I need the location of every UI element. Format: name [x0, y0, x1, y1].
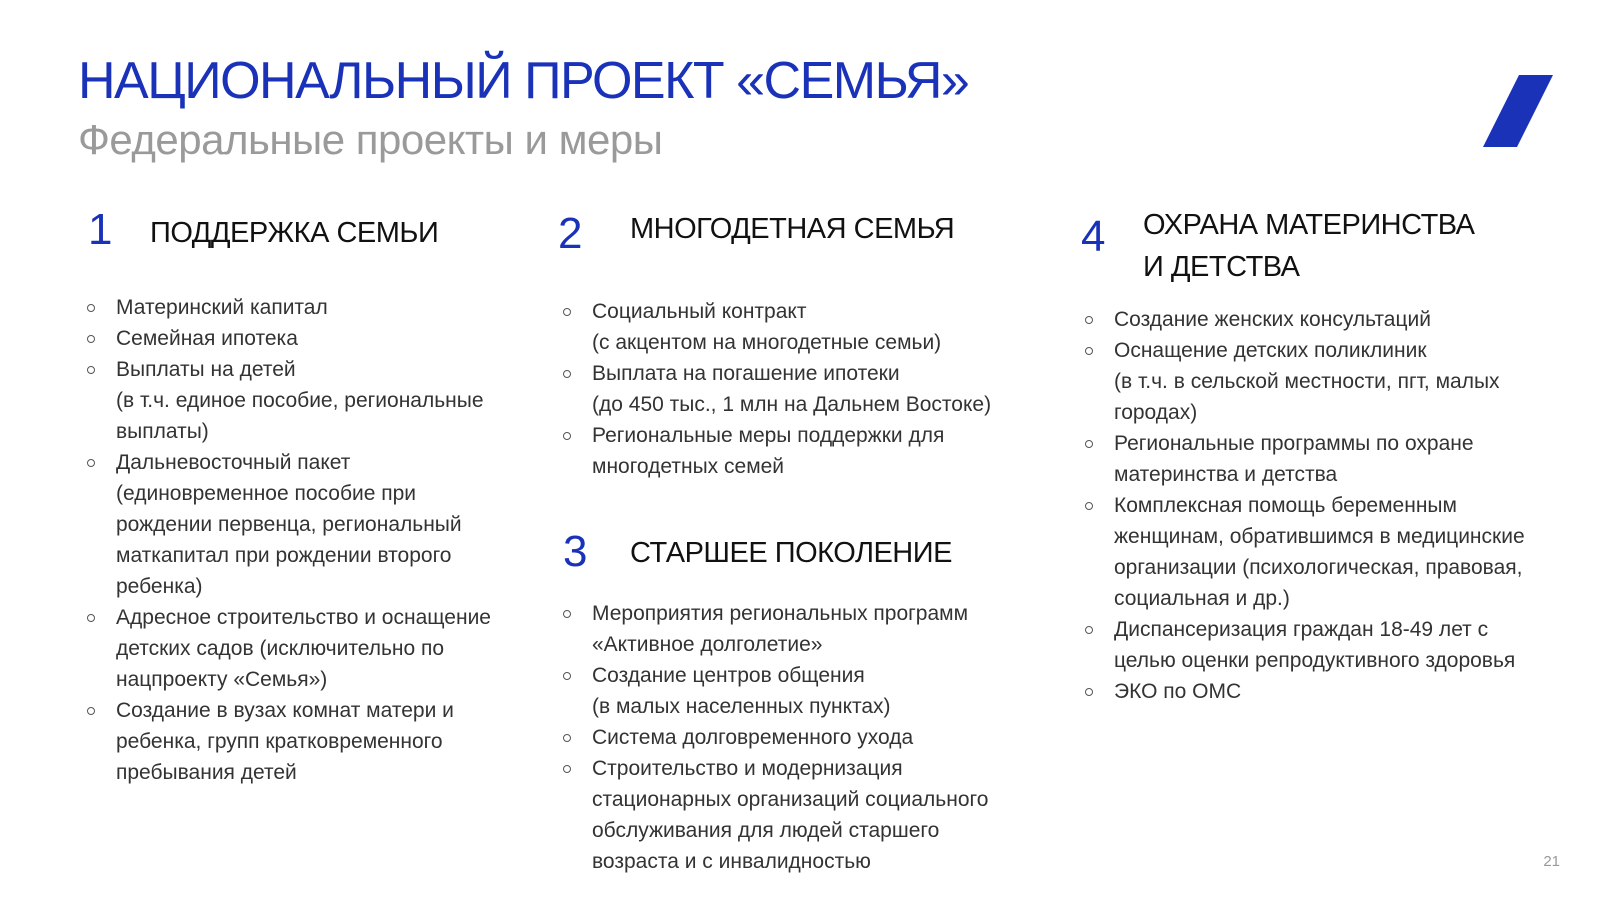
- list-item-text: Выплата на погашение ипотеки: [592, 362, 900, 385]
- list-item-text: Создание женских консультаций: [1114, 308, 1431, 331]
- list-item: [1084, 490, 1564, 614]
- list-item-text: Региональные программы по охране: [1114, 432, 1474, 455]
- list-item-text: возраста и с инвалидностью: [592, 850, 871, 873]
- circle-bullet-icon: [87, 459, 95, 467]
- list-item-text: ребенка): [116, 575, 203, 598]
- section-title-line: ПОДДЕРЖКА СЕМЬИ: [150, 217, 439, 249]
- list-item-text: (в т.ч. единое пособие, региональные: [116, 389, 484, 412]
- list-item-text: Диспансеризация граждан 18-49 лет с: [1114, 618, 1489, 641]
- list-item: [562, 753, 1042, 877]
- list-item: [1084, 676, 1564, 707]
- list-item: [562, 420, 1042, 482]
- circle-bullet-icon: [563, 432, 571, 440]
- list-item-text: ЭКО по ОМС: [1114, 680, 1242, 703]
- section-title: [630, 208, 954, 250]
- section-title: [150, 212, 438, 254]
- section-bullet-list: [562, 598, 1042, 877]
- list-item-text: Материнский капитал: [116, 296, 328, 319]
- circle-bullet-icon: [87, 366, 95, 374]
- list-item-text: целью оценки репродуктивного здоровья: [1114, 649, 1516, 672]
- list-item-text: многодетных семей: [592, 455, 785, 478]
- section-title: [1143, 204, 1475, 288]
- list-item-text: нацпроекту «Семья»): [116, 668, 328, 691]
- list-item: [562, 722, 1042, 753]
- list-item: [86, 602, 536, 695]
- list-item: [86, 695, 536, 788]
- list-item-text: (до 450 тыс., 1 млн на Дальнем Востоке): [592, 393, 992, 416]
- section-title-line: СТАРШЕЕ ПОКОЛЕНИЕ: [630, 537, 952, 569]
- list-item-text: Региональные меры поддержки для: [592, 424, 945, 447]
- list-item-text: Комплексная помощь беременным: [1114, 494, 1457, 517]
- list-item-text: социальная и др.): [1114, 587, 1290, 610]
- list-item-text: Семейная ипотека: [116, 327, 298, 350]
- list-item: [562, 660, 1042, 722]
- list-item: [1084, 335, 1564, 428]
- list-item-text: Создание центров общения: [592, 664, 865, 687]
- list-item-text: маткапитал при рождении второго: [116, 544, 452, 567]
- circle-bullet-icon: [563, 610, 571, 618]
- list-item-text: Система долговременного ухода: [592, 726, 914, 749]
- blue-slash-logo-icon: [1483, 75, 1553, 147]
- list-item: [86, 323, 536, 354]
- list-item: [1084, 304, 1564, 335]
- section-bullet-list: [86, 292, 536, 788]
- list-item: [86, 447, 536, 602]
- circle-bullet-icon: [563, 765, 571, 773]
- list-item-text: организации (психологическая, правовая,: [1114, 556, 1523, 579]
- list-item-text: пребывания детей: [116, 761, 297, 784]
- circle-bullet-icon: [1085, 440, 1093, 448]
- page-title: НАЦИОНАЛЬНЫЙ ПРОЕКТ «СЕМЬЯ»: [78, 52, 969, 110]
- list-item-text: выплаты): [116, 420, 209, 443]
- section-title: [630, 532, 952, 574]
- list-item: [86, 292, 536, 323]
- circle-bullet-icon: [1085, 626, 1093, 634]
- circle-bullet-icon: [563, 370, 571, 378]
- list-item-text: Адресное строительство и оснащение: [116, 606, 491, 629]
- list-item: [562, 296, 1042, 358]
- page-number: 21: [1543, 853, 1560, 870]
- section-bullet-list: [562, 296, 1042, 482]
- list-item-text: обслуживания для людей старшего: [592, 819, 940, 842]
- list-item-text: детских садов (исключительно по: [116, 637, 445, 660]
- section-number: 3: [563, 527, 588, 576]
- circle-bullet-icon: [1085, 347, 1093, 355]
- section-title-line: И ДЕТСТВА: [1143, 251, 1300, 283]
- section-title-line: ОХРАНА МАТЕРИНСТВА: [1143, 209, 1475, 241]
- list-item: [562, 598, 1042, 660]
- list-item-text: «Активное долголетие»: [592, 633, 823, 656]
- circle-bullet-icon: [563, 734, 571, 742]
- circle-bullet-icon: [1085, 688, 1093, 696]
- list-item-text: (в малых населенных пунктах): [592, 695, 891, 718]
- list-item-text: Оснащение детских поликлиник: [1114, 339, 1427, 362]
- list-item: [562, 358, 1042, 420]
- list-item-text: городах): [1114, 401, 1198, 424]
- section-number: 1: [88, 205, 113, 254]
- list-item-text: Социальный контракт: [592, 300, 807, 323]
- list-item-text: (единовременное пособие при: [116, 482, 417, 505]
- section-number: 2: [558, 209, 583, 258]
- list-item-text: (с акцентом на многодетные семьи): [592, 331, 942, 354]
- circle-bullet-icon: [1085, 316, 1093, 324]
- list-item: [86, 354, 536, 447]
- section-bullet-list: [1084, 304, 1564, 707]
- list-item-text: Создание в вузах комнат матери и: [116, 699, 454, 722]
- circle-bullet-icon: [87, 707, 95, 715]
- circle-bullet-icon: [563, 672, 571, 680]
- circle-bullet-icon: [87, 335, 95, 343]
- list-item-text: материнства и детства: [1114, 463, 1338, 486]
- list-item: [1084, 428, 1564, 490]
- list-item-text: (в т.ч. в сельской местности, пгт, малых: [1114, 370, 1500, 393]
- circle-bullet-icon: [87, 304, 95, 312]
- circle-bullet-icon: [87, 614, 95, 622]
- section-number: 4: [1081, 212, 1106, 261]
- list-item-text: стационарных организаций социального: [592, 788, 989, 811]
- list-item-text: Выплаты на детей: [116, 358, 296, 381]
- circle-bullet-icon: [1085, 502, 1093, 510]
- circle-bullet-icon: [563, 308, 571, 316]
- list-item-text: Мероприятия региональных программ: [592, 602, 969, 625]
- list-item-text: женщинам, обратившимся в медицинские: [1114, 525, 1525, 548]
- list-item-text: рождении первенца, региональный: [116, 513, 462, 536]
- list-item-text: ребенка, групп кратковременного: [116, 730, 443, 753]
- list-item-text: Дальневосточный пакет: [116, 451, 351, 474]
- section-title-line: МНОГОДЕТНАЯ СЕМЬЯ: [630, 213, 955, 245]
- page-subtitle: Федеральные проекты и меры: [78, 116, 663, 163]
- list-item-text: Строительство и модернизация: [592, 757, 903, 780]
- list-item: [1084, 614, 1564, 676]
